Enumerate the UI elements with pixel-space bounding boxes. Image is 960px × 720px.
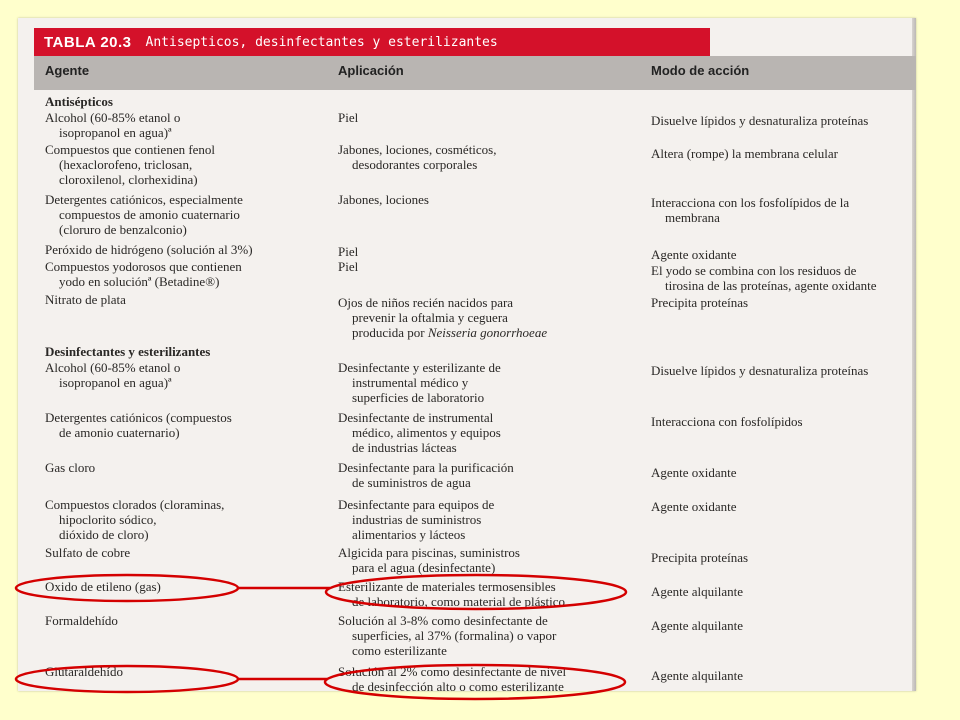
table-row-agent: Formaldehído bbox=[45, 613, 118, 628]
table-row-application: Algicida para piscinas, suministros para el agua (desinfectante) bbox=[338, 545, 520, 575]
header-modo-accion: Modo de acción bbox=[651, 63, 750, 78]
table-title: Antisepticos, desinfectantes y esterilizantes bbox=[145, 34, 498, 50]
table-row-application: Jabones, lociones, cosméticos, desodorantes corporales bbox=[338, 142, 497, 172]
table-row-agent: Compuestos que contienen fenol (hexaclorofeno, triclosan, cloroxilenol, clorhexidina) bbox=[45, 142, 216, 187]
header-aplicacion: Aplicación bbox=[338, 63, 404, 78]
table-row-agent: Peróxido de hidrógeno (solución al 3%) bbox=[45, 242, 253, 257]
table-row-agent: Sulfato de cobre bbox=[45, 545, 131, 560]
table-row-application: Piel bbox=[338, 244, 359, 259]
scanned-page bbox=[18, 18, 916, 691]
table-row-mode: Interacciona con los fosfolípidos de la membrana bbox=[651, 195, 850, 225]
table-row-mode: Altera (rompe) la membrana celular bbox=[651, 146, 838, 161]
table-row-agent: Alcohol (60-85% etanol o isopropanol en agua)ª bbox=[45, 360, 181, 390]
table-row-mode: Interacciona con fosfolípidos bbox=[651, 414, 803, 429]
table-row-agent: Nitrato de plata bbox=[45, 292, 126, 307]
table-row-application: Esterilizante de materiales termosensibles de laboratorio, como material de plástico bbox=[338, 579, 565, 609]
table-row-application: Desinfectante para la purificación de suministros de agua bbox=[338, 460, 514, 490]
table-row-mode: Agente alquilante bbox=[651, 668, 744, 683]
table-row-application: Solución al 2% como desinfectante de nivel de desinfección alto o como esterilizante bbox=[338, 664, 567, 691]
table-row-mode: Agente oxidante bbox=[651, 499, 737, 514]
table-row-application: Piel bbox=[338, 110, 359, 125]
table-row-mode: El yodo se combina con los residuos de tirosina de las proteínas, agente oxidante bbox=[651, 263, 877, 293]
table-body bbox=[18, 18, 916, 691]
table-row-mode: Agente alquilante bbox=[651, 584, 744, 599]
table-row-application: Solución al 3-8% como desinfectante de superficies, al 37% (formalina) o vapor como esterilizante bbox=[338, 613, 557, 658]
table-row-mode: Disuelve lípidos y desnaturaliza proteínas bbox=[651, 363, 869, 378]
table-row-mode: Precipita proteínas bbox=[651, 550, 749, 565]
table-row-mode: Agente oxidante bbox=[651, 465, 737, 480]
table-row-mode: Precipita proteínas bbox=[651, 295, 749, 310]
table-row-agent: Oxido de etileno (gas) bbox=[45, 579, 161, 594]
table-row-mode: Disuelve lípidos y desnaturaliza proteínas bbox=[651, 113, 869, 128]
section-title-desinfectantes: Desinfectantes y esterilizantes bbox=[45, 344, 211, 359]
table-row-application: Ojos de niños recién nacidos para prevenir la oftalmia y ceguera producida por Neisseria gonorrhoeae bbox=[338, 295, 548, 340]
table-row-application: Desinfectante y esterilizante de instrumental médico y superficies de laboratorio bbox=[338, 360, 501, 405]
table-row-mode: Agente oxidante bbox=[651, 247, 737, 262]
table-row-agent: Compuestos yodorosos que contienen yodo en soluciónª (Betadine®) bbox=[45, 259, 242, 289]
table-row-application: Desinfectante de instrumental médico, alimentos y equipos de industrias lácteas bbox=[338, 410, 501, 455]
table-row-mode: Agente alquilante bbox=[651, 618, 744, 633]
table-number: TABLA 20.3 bbox=[44, 33, 132, 51]
table-row-application: Piel bbox=[338, 259, 359, 274]
table-row-agent: Alcohol (60-85% etanol o isopropanol en agua)ª bbox=[45, 110, 181, 140]
table-row-agent: Detergentes catiónicos (compuestos de amonio cuaternario) bbox=[45, 410, 232, 440]
table-row-agent: Gas cloro bbox=[45, 460, 96, 475]
section-title-antisepticos: Antisépticos bbox=[45, 94, 113, 109]
table-row-application: Desinfectante para equipos de industrias de suministros alimentarios y lácteos bbox=[338, 497, 495, 542]
table-row-agent: Compuestos clorados (cloraminas, hipoclorito sódico, dióxido de cloro) bbox=[45, 497, 225, 542]
table-row-agent: Glutaraldehído bbox=[45, 664, 123, 679]
organism-name: Neisseria gonorrhoeae bbox=[427, 325, 548, 340]
header-agente: Agente bbox=[45, 63, 90, 78]
table-row-application: Jabones, lociones bbox=[338, 192, 429, 207]
table-row-agent: Detergentes catiónicos, especialmente compuestos de amonio cuaternario (cloruro de benzalconio) bbox=[45, 192, 243, 237]
